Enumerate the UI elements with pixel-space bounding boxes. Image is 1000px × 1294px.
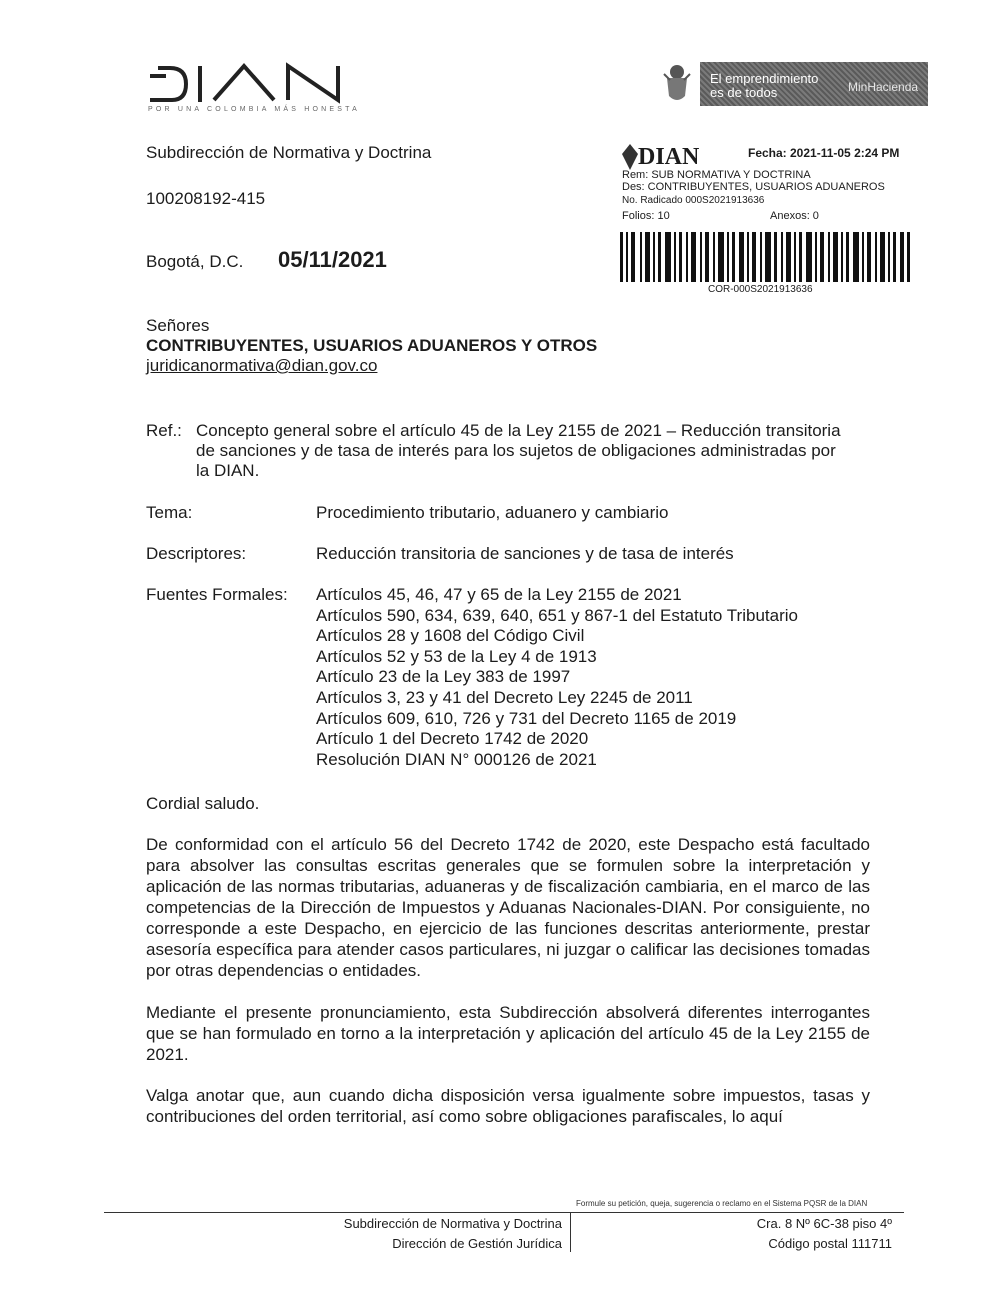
footer-left <box>300 1214 562 1254</box>
tema-value: Procedimiento tributario, aduanero y cambiario <box>316 503 669 522</box>
greeting: Cordial saludo. <box>146 794 260 813</box>
fuente-item: Artículos 52 y 53 de la Ley 4 de 1913 <box>316 646 597 666</box>
footer-direction: Dirección de Gestión Jurídica <box>392 1236 562 1251</box>
banner-ministry: MinHacienda <box>848 80 919 94</box>
recipient-salutation: Señores <box>146 316 210 335</box>
recipient-email-link[interactable]: juridicanormativa@dian.gov.co <box>146 356 378 375</box>
document-number: 100208192-415 <box>146 189 266 208</box>
document-date: 05/11/2021 <box>278 247 387 272</box>
fuentes-list <box>316 585 876 770</box>
descriptores-value: Reducción transitoria de sanciones y de tasa de interés <box>316 544 734 563</box>
stamp-fecha: Fecha: 2021-11-05 2:24 PM <box>748 146 900 160</box>
stamp-radicado: No. Radicado 000S2021913636 <box>622 195 765 206</box>
footer-divider <box>104 1212 904 1213</box>
logo-tagline: POR UNA COLOMBIA MÁS HONESTA <box>148 106 360 113</box>
descriptores-label: Descriptores: <box>146 544 247 563</box>
footer-right <box>660 1214 892 1254</box>
footer-separator <box>570 1212 571 1252</box>
sender-city: Bogotá, D.C. <box>146 252 244 271</box>
footer-pqsr: Formule su petición, queja, sugerencia o reclamo en el Sistema PQSR de la DIAN <box>576 1199 868 1208</box>
tema-label: Tema: <box>146 503 193 522</box>
fuente-item: Artículos 45, 46, 47 y 65 de la Ley 2155 de 2021 <box>316 585 682 604</box>
fuente-item: Resolución DIAN N° 000126 de 2021 <box>316 749 597 769</box>
barcode <box>620 232 910 282</box>
banner-line-1: El emprendimiento <box>710 71 819 86</box>
banner-line-2: es de todos <box>710 85 778 100</box>
stamp-rem: Rem: SUB NORMATIVA Y DOCTRINA <box>622 169 811 181</box>
footer-postal-code: Código postal 111711 <box>768 1236 892 1251</box>
footer-office: Subdirección de Normativa y Doctrina <box>343 1216 562 1231</box>
ref-line-1: Concepto general sobre el artículo 45 de la Ley 2155 de 2021 – Reducción transitoria <box>196 421 841 440</box>
fuentes-label: Fuentes Formales: <box>146 585 288 604</box>
sender-office: Subdirección de Normativa y Doctrina <box>146 143 432 162</box>
ref-line-3: la DIAN. <box>196 461 260 480</box>
paragraph-2: Mediante el presente pronunciamiento, esta Subdirección absolverá diferentes interrogantes que se han formulado en torno a la interpretación y aplicación del artículo 45 de la Ley 2155 de 2021. <box>146 1003 870 1064</box>
dian-stamp-icon <box>620 142 640 172</box>
fuente-item: Artículo 23 de la Ley 383 de 1997 <box>316 667 571 687</box>
fuente-item: Artículos 28 y 1608 del Código Civil <box>316 626 585 646</box>
paragraph-1: De conformidad con el artículo 56 del Decreto 1742 de 2020, este Despacho está facultado para absolver las consultas escritas generales que se formulen sobre la interpretación y aplicación de las normas tributarias, aduaneras y de fiscalización cambiaria, en el marco de las competencias de la Dirección de Impuestos y Aduanas Nacionales-DIAN. Por consiguiente, no corresponde a este Despacho, en ejercicio de las funciones descritas anteriormente, prestar asesoría específica para atender casos particulares, ni juzgar o calificar las decisiones tomadas por otras dependencias o entidades. <box>146 835 870 980</box>
ref-label: Ref.: <box>146 421 182 440</box>
fuente-item: Artículo 1 del Decreto 1742 de 2020 <box>316 729 589 749</box>
fuente-item: Artículos 609, 610, 726 y 731 del Decreto 1165 de 2019 <box>316 708 737 728</box>
stamp-org: DIAN <box>638 144 700 170</box>
fuente-item: Artículos 590, 634, 639, 640, 651 y 867-1 del Estatuto Tributario <box>316 605 798 625</box>
paragraph-3: Valga anotar que, aun cuando dicha disposición versa igualmente sobre impuestos, tasas y contribuciones del orden territorial, así como sobre obligaciones parafiscales, lo aquí <box>146 1086 870 1126</box>
fuente-item: Artículos 3, 23 y 41 del Decreto Ley 2245 de 2011 <box>316 687 693 707</box>
coat-of-arms-icon <box>662 62 692 106</box>
footer-address: Cra. 8 Nº 6C-38 piso 4º <box>756 1216 892 1231</box>
dian-logo <box>148 60 348 104</box>
ref-line-2: de sanciones y de tasa de interés para los sujetos de obligaciones administradas por <box>196 441 836 460</box>
banner-slogan <box>710 72 818 100</box>
stamp-folios: Folios: 10 <box>622 210 670 222</box>
stamp-des: Des: CONTRIBUYENTES, USUARIOS ADUANEROS <box>622 181 885 193</box>
barcode-text: COR-000S2021913636 <box>708 284 813 295</box>
stamp-anexos: Anexos: 0 <box>770 210 819 222</box>
recipient-name: CONTRIBUYENTES, USUARIOS ADUANEROS Y OTROS <box>146 336 598 355</box>
